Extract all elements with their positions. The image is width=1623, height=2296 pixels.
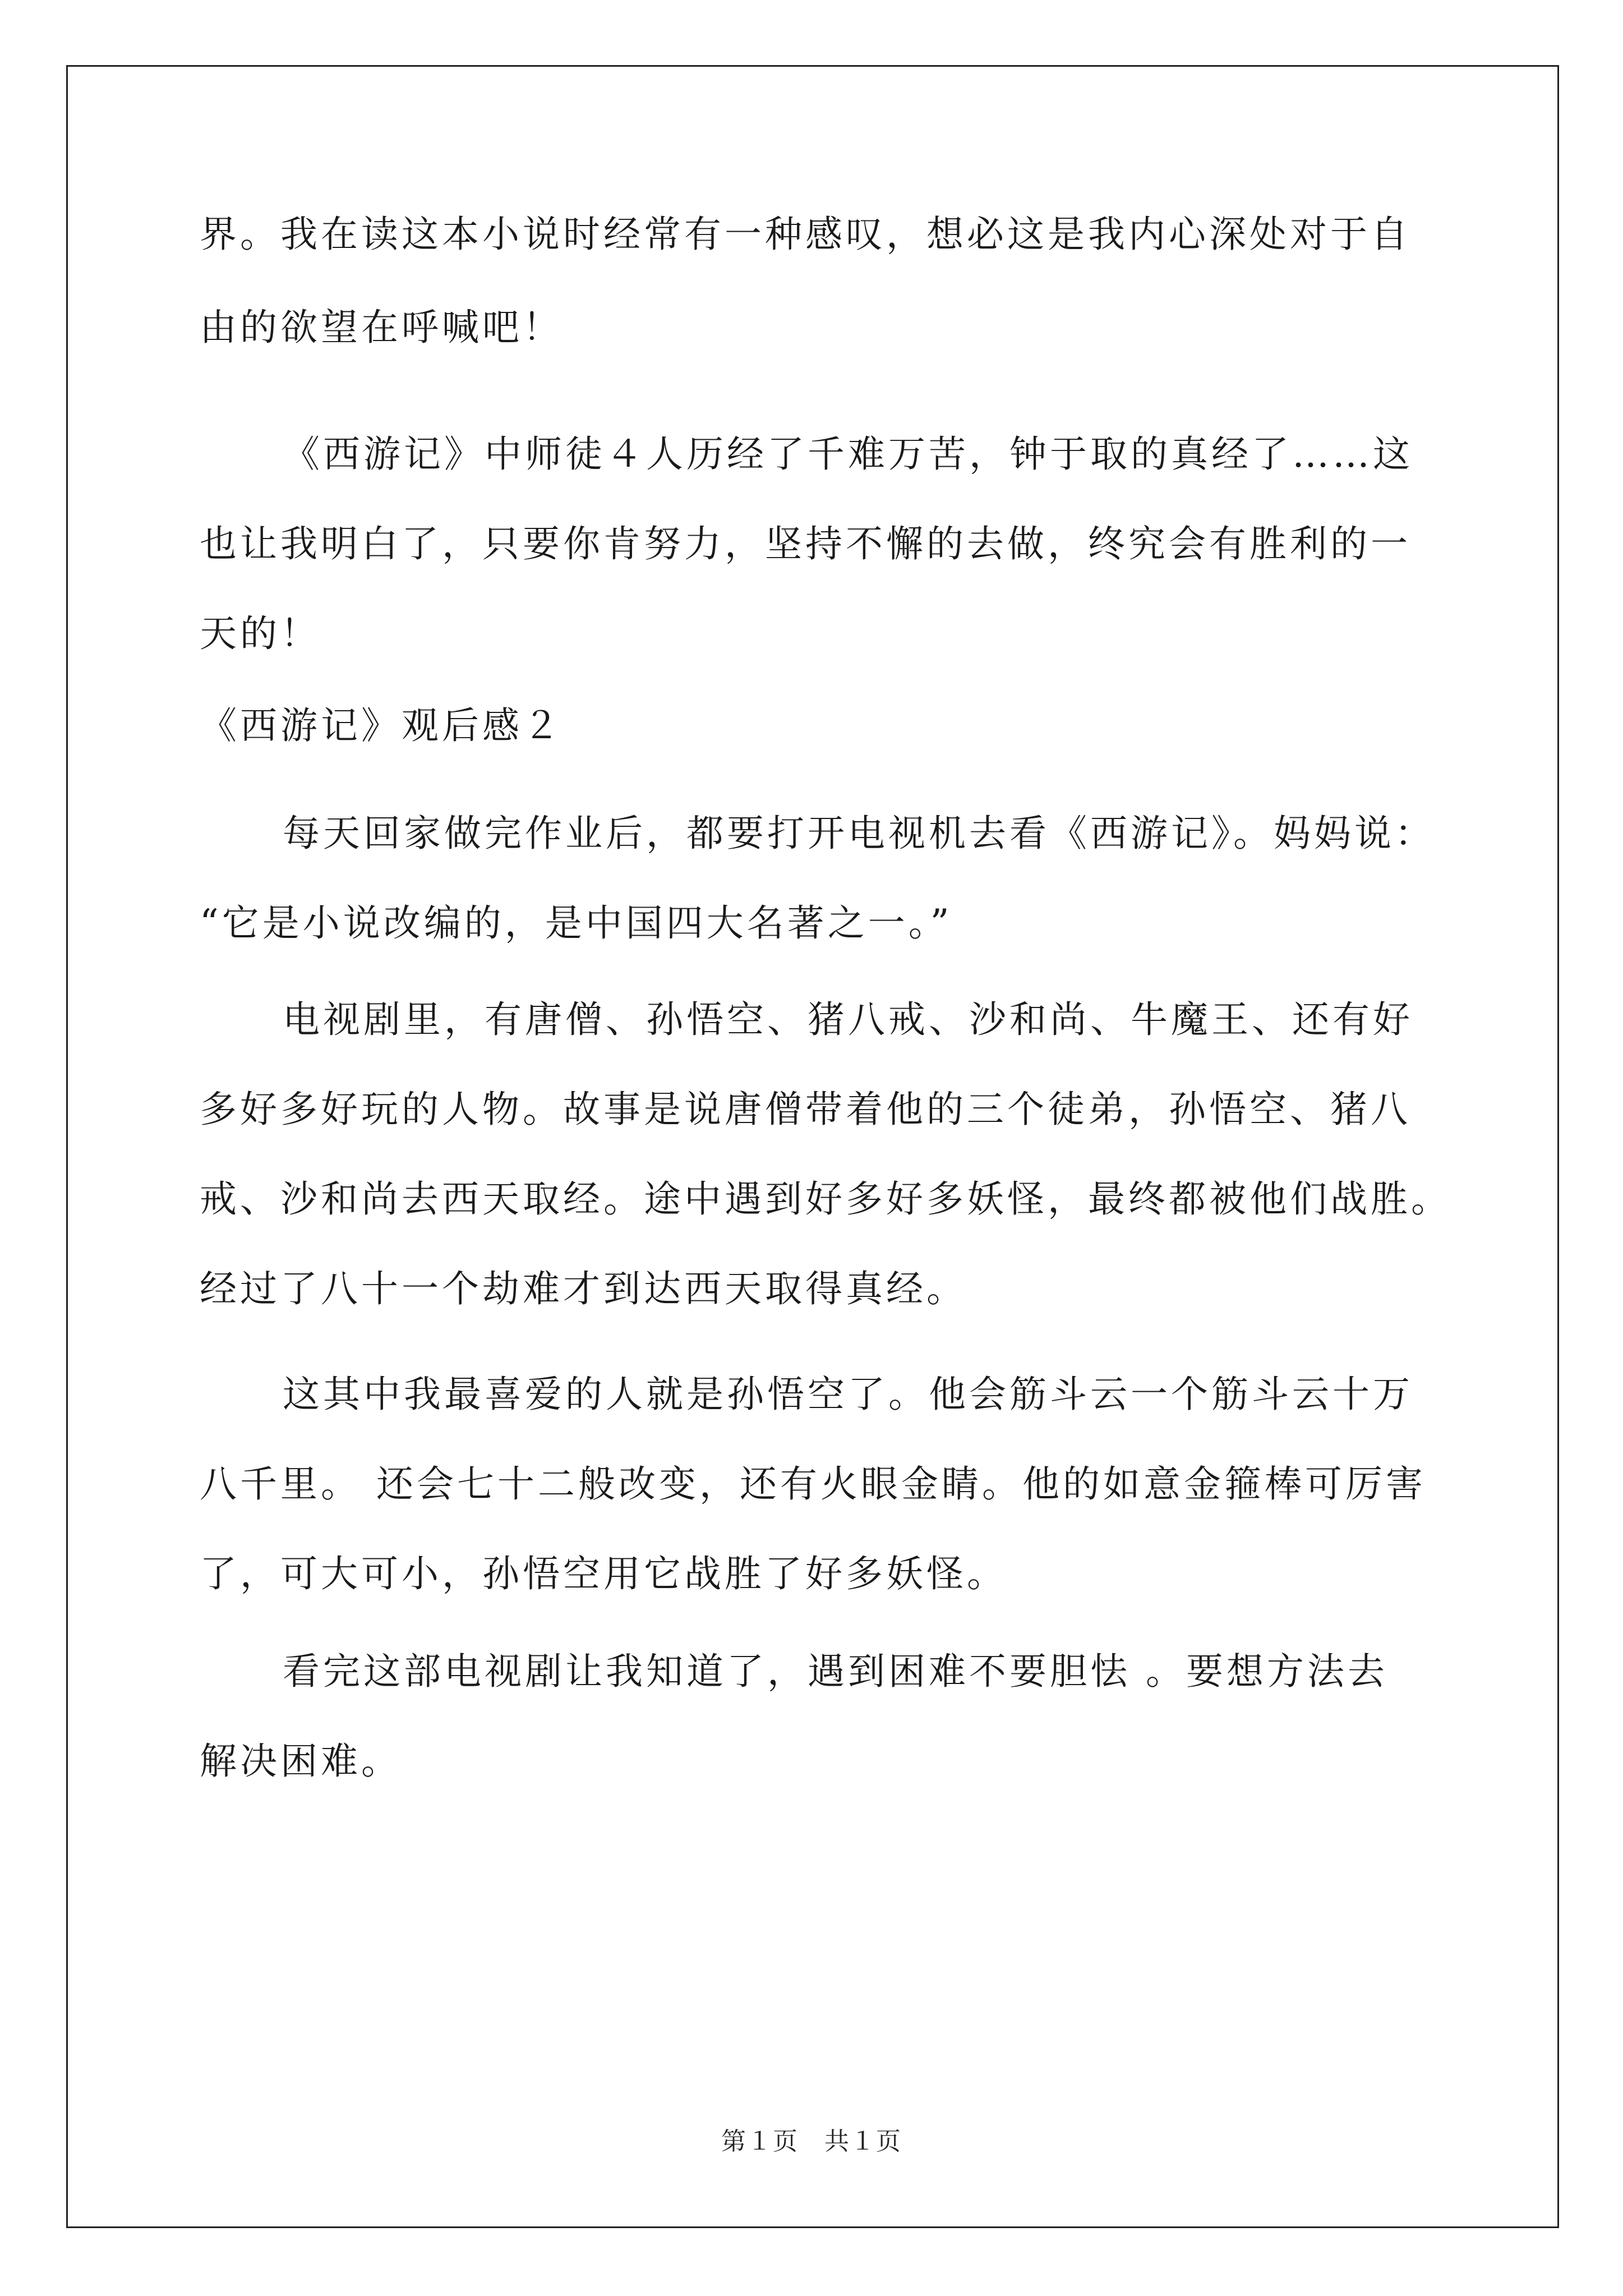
text-line: 八千里。 还会七十二般改变，还有火眼金睛。他的如意金箍棒可厉害 [200, 1462, 1426, 1506]
text-line: “它是小说改编的，是中国四大名著之一。” [200, 901, 953, 945]
page-number: 第１页 共１页 [721, 2127, 902, 2156]
text-line: 戒、沙和尚去西天取经。途中遇到好多好多妖怪，最终都被他们战胜。 [200, 1177, 1451, 1221]
text-line: 多好多好玩的人物。故事是说唐僧带着他的三个徒弟，孙悟空、猪八 [200, 1088, 1411, 1131]
section-heading: 《西游记》观后感２ [200, 704, 563, 747]
text-line: 看完这部电视剧让我知道了，遇到困难不要胆怯 。要想方法去 [283, 1650, 1388, 1693]
text-line: 每天回家做完作业后，都要打开电视机去看《西游记》。妈妈说： [283, 812, 1435, 855]
text-line: 这其中我最喜爱的人就是孙悟空了。他会筋斗云一个筋斗云十万 [283, 1373, 1413, 1416]
text-line: 解决困难。 [200, 1740, 402, 1783]
text-line: 经过了八十一个劫难才到达西天取得真经。 [200, 1267, 967, 1310]
text-line: 由的欲望在呼喊吧！ [200, 306, 563, 349]
text-line: 也让我明白了，只要你肯努力，坚持不懈的去做，终究会有胜利的一 [200, 522, 1411, 565]
text-line: 天的！ [200, 612, 321, 655]
text-line: 界。我在读这本小说时经常有一种感叹，想必这是我内心深处对于自 [200, 213, 1411, 256]
text-line: 了，可大可小，孙悟空用它战胜了好多妖怪。 [200, 1552, 1007, 1595]
text-line: 电视剧里，有唐僧、孙悟空、猪八戒、沙和尚、牛魔王、还有好 [283, 998, 1413, 1041]
page-frame [66, 65, 1559, 2228]
text-line: 《西游记》中师徒４人历经了千难万苦，钟于取的真经了……这 [283, 432, 1413, 476]
